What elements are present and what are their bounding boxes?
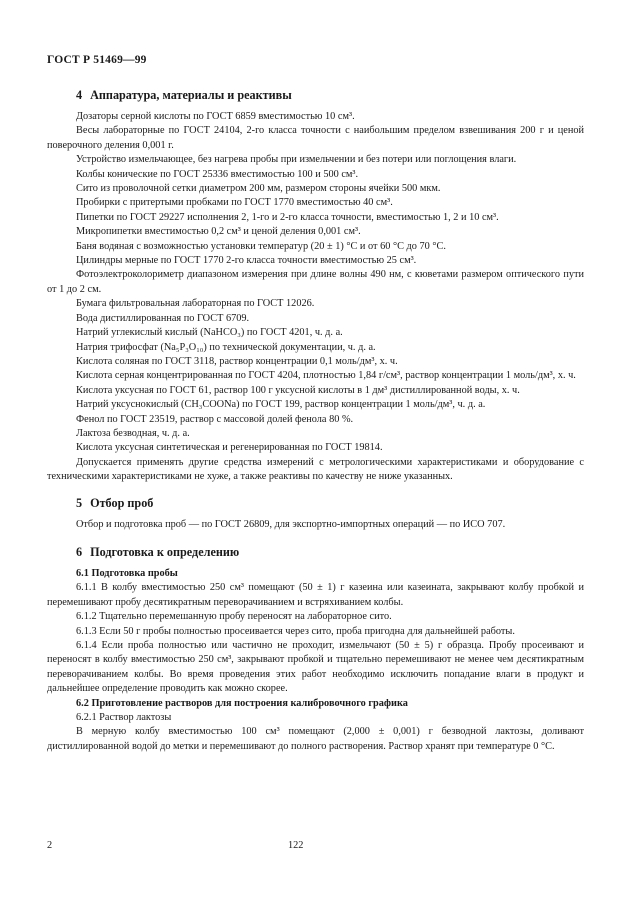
section-number: 5 xyxy=(76,495,83,510)
paragraph: 6.2.1 Раствор лактозы xyxy=(76,712,172,724)
paragraph: Дозаторы серной кислоты по ГОСТ 6859 вместимостью 10 см³. xyxy=(76,111,355,122)
paragraph: Лактоза безводная, ч. д. а. xyxy=(76,427,190,439)
paragraph: Пробирки с притертыми пробками по ГОСТ 1770 вместимостью 40 см³. xyxy=(76,197,393,209)
section-title: Аппаратура, материалы и реактивы xyxy=(90,88,292,102)
paragraph: Вода дистиллированная по ГОСТ 6709. xyxy=(76,312,250,324)
section-4-body xyxy=(47,110,584,485)
paragraph: Фотоэлектроколориметр диапазоном измерения при длине волны 490 нм, с кюветами размером оптического пути от 1 до 2 см. xyxy=(47,269,584,295)
paragraph: Устройство измельчающее, без нагрева пробы при измельчении и без потери или поглощения влаги. xyxy=(76,154,517,166)
subsection-heading: 6.1 Подготовка пробы xyxy=(76,567,178,579)
paragraph: В мерную колбу вместимостью 100 см³ помещают (2,000 ± 0,001) г безводной лактозы, доливают дистиллированной водой до метки и перемешивают до полного растворения. Раствор хранят при температуре 0 °С. xyxy=(47,726,584,752)
paragraph: 6.1.2 Тщательно перемешанную пробу переносят на лабораторное сито. xyxy=(76,611,392,623)
section-6-body xyxy=(47,567,584,754)
paragraph: Колбы конические по ГОСТ 25336 вместимостью 100 и 500 см³. xyxy=(76,168,359,180)
paragraph: Кислота уксусная по ГОСТ 61, раствор 100 г уксусной кислоты в 1 дм³ дистиллированной воды, х. ч. xyxy=(76,384,520,396)
section-title: Отбор проб xyxy=(90,495,154,510)
section-title: Подготовка к определению xyxy=(90,544,240,559)
paragraph: Допускается применять другие средства измерений с метрологическими характеристиками и оборудование с техническими характеристиками не хуже, а также реактивы по качеству не ниже указанных. xyxy=(47,456,584,483)
paragraph: 6.1.1 В колбу вместимостью 250 см³ помещают (50 ± 1) г казеина или казеината, закрывают колбу пробкой и перемешивают пробу десятикратным переворачиванием и встряхиванием колбы. xyxy=(47,582,584,608)
paragraph: Микропипетки вместимостью 0,2 см³ и ценой деления 0,001 см³. xyxy=(76,226,361,238)
section-5-body xyxy=(47,518,584,532)
page-content xyxy=(47,86,584,754)
section-number: 6 xyxy=(76,544,83,559)
running-header: ГОСТ Р 51469—99 xyxy=(47,54,147,66)
section-number: 4 xyxy=(76,88,83,102)
section-6-heading xyxy=(47,543,584,561)
paragraph: Кислота уксусная синтетическая и регенерированная по ГОСТ 19814. xyxy=(76,442,383,454)
paragraph: Сито из проволочной сетки диаметром 200 мм, размером стороны ячейки 500 мкм. xyxy=(76,183,441,195)
paragraph: Пипетки по ГОСТ 29227 исполнения 2, 1-го и 2-го класса точности, вместимостью 1, 2 и 10 см³. xyxy=(76,211,499,223)
paragraph: 6.1.4 Если проба полностью или частично не проходит, измельчают (50 ± 5) г образца. Пробу просеивают и переносят в колбу вместимостью 250 см³, закрывают пробкой и тщательно перемешивают не менее чем десятикратным переворачиванием колбы. Во время проведения этих работ необходимо исключить попадание влаги в продукт и дальнейшее определение проводить как можно скорее. xyxy=(47,640,584,695)
subsection-heading: 6.2 Приготовление растворов для построения калибровочного графика xyxy=(76,697,408,709)
paragraph: Кислота соляная по ГОСТ 3118, раствор концентрации 0,1 моль/дм³, х. ч. xyxy=(76,355,398,367)
section-5-heading xyxy=(47,494,584,512)
page-number-left: 2 xyxy=(47,840,53,851)
paragraph: Отбор и подготовка проб — по ГОСТ 26809, для экспортно-импортных операций — по ИСО 707. xyxy=(76,518,506,530)
page-number-center: 122 xyxy=(288,840,304,851)
paragraph: Натрия трифосфат (Na₅P₃O₁₀) по технической документации, ч. д. а. xyxy=(76,341,376,353)
paragraph: Натрий уксуснокислый (CH₃COONa) по ГОСТ 199, раствор концентрации 1 моль/дм³, ч. д. а. xyxy=(76,399,486,411)
paragraph: Натрий углекислый кислый (NaHCO₃) по ГОСТ 4201, ч. д. а. xyxy=(76,327,343,339)
paragraph: Фенол по ГОСТ 23519, раствор с массовой долей фенола 80 %. xyxy=(76,413,354,425)
paragraph: Цилиндры мерные по ГОСТ 1770 2-го класса точности вместимостью 25 см³. xyxy=(76,255,417,267)
section-4-heading xyxy=(47,86,584,104)
paragraph: Кислота серная концентрированная по ГОСТ 4204, плотностью 1,84 г/см³, раствор концентрации 1 моль/дм³, х. ч. xyxy=(76,370,576,382)
paragraph: Весы лабораторные по ГОСТ 24104, 2-го класса точности с наибольшим пределом взвешивания 200 г и ценой поверочного деления 0,001 г. xyxy=(47,125,584,151)
paragraph: Баня водяная с возможностью установки температур (20 ± 1) °С и от 60 °С до 70 °С. xyxy=(76,240,446,252)
paragraph: Бумага фильтровальная лабораторная по ГОСТ 12026. xyxy=(76,298,315,310)
paragraph: 6.1.3 Если 50 г пробы полностью просеивается через сито, проба пригодна для дальнейшей работы. xyxy=(76,625,515,637)
